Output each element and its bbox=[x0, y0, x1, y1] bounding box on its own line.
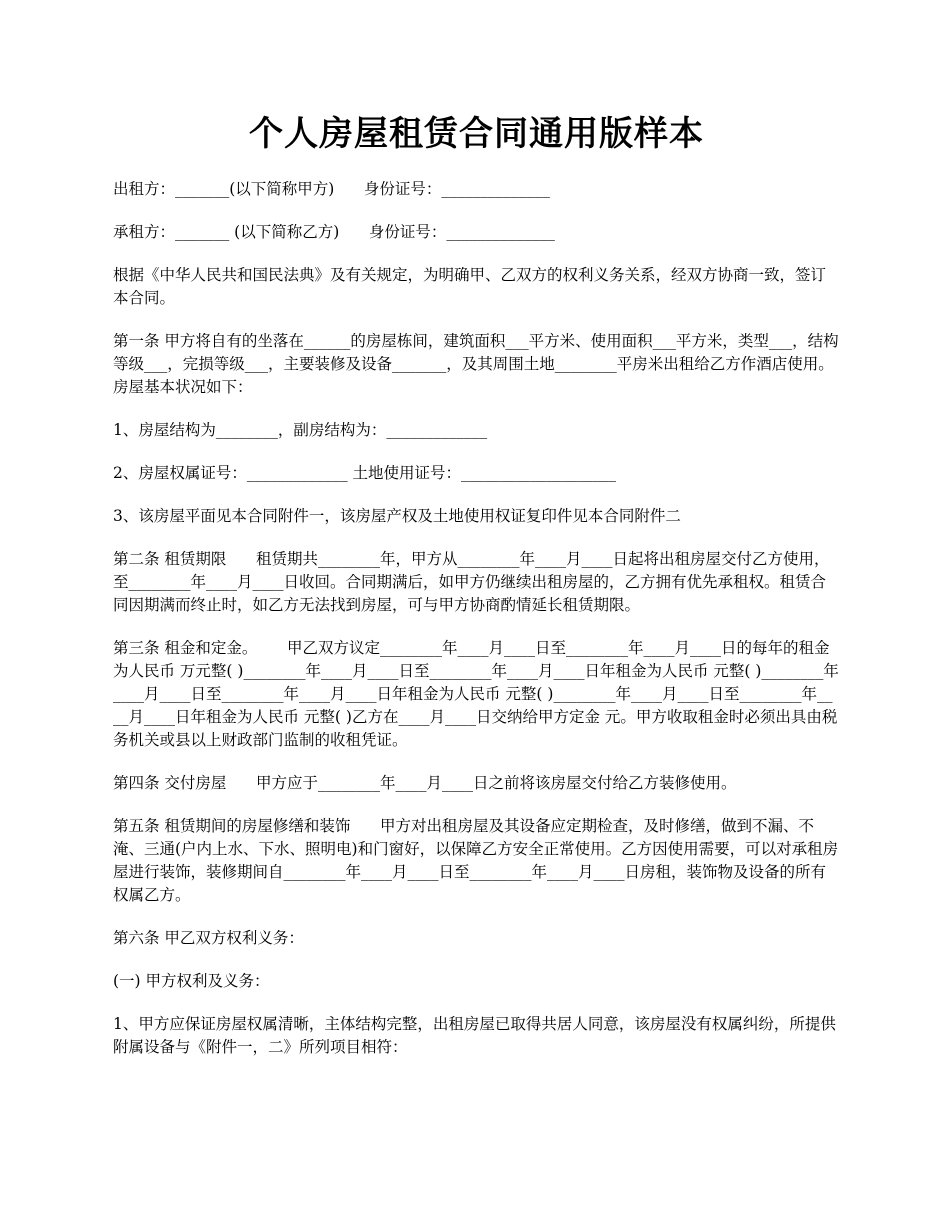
article-2-paragraph: 第二条 租赁期限 租赁期共________年，甲方从________年____月____日起将出租房屋交付乙方使用，至________年____月____日收回。合同期满后，如甲方仍继续出租房屋的，乙方拥有优先承租权。租赁合同因期满而终止时，如乙方无法找到房屋，可与甲方协商酌情延长租赁期限。 bbox=[113, 550, 830, 614]
preamble-paragraph: 根据《中华人民共和国民法典》及有关规定，为明确甲、乙双方的权利义务关系，经双方协商一致，签订本合同。 bbox=[113, 266, 827, 307]
house-structure-item: 1、房屋结构为________，副房结构为：_____________ bbox=[113, 421, 488, 439]
lessor-line: 出租方：_______(以下简称甲方) 身份证号：______________ bbox=[113, 180, 550, 198]
document-page bbox=[113, 108, 840, 1079]
floor-plan-item: 3、该房屋平面见本合同附件一，该房屋产权及土地使用权证复印件见本合同附件二 bbox=[113, 507, 681, 525]
ownership-certificate-item: 2、房屋权属证号：_____________ 土地使用证号：____________________ bbox=[113, 464, 617, 482]
lessor-rights-heading: (一) 甲方权利及义务： bbox=[113, 972, 270, 990]
document-title: 个人房屋租赁合同通用版样本 bbox=[249, 114, 704, 154]
article-3-paragraph: 第三条 租金和定金。 甲乙双方议定________年____月____日至________年____月____日的每年的租金为人民币 万元整( )________年____月____日至________年____月____日年租金为人民币 元整( )________年____月____日至________年____月____日年租金为人民币 元整( )________年____月____日至________年____月____日年租金为人民币 元整( )乙方在____月____日交纳给甲方定金 元。甲方收取租金时必须出具由税务机关或县以上财政部门监制的收租凭证。 bbox=[113, 639, 839, 749]
article-4-paragraph: 第四条 交付房屋 甲方应于________年____月____日之前将该房屋交付给乙方装修使用。 bbox=[113, 774, 737, 792]
lessor-obligation-item-1: 1、甲方应保证房屋权属清晰，主体结构完整，出租房屋已取得共居人同意，该房屋没有权属纠纷，所提供附属设备与《附件一，二》所列项目相符： bbox=[113, 1015, 836, 1056]
article-6-heading: 第六条 甲乙双方权利义务： bbox=[113, 929, 304, 947]
article-5-paragraph: 第五条 租赁期间的房屋修缮和装饰 甲方对出租房屋及其设备应定期检查，及时修缮，做到不漏、不淹、三通(户内上水、下水、照明电)和门窗好，以保障乙方安全正常使用。乙方因使用需要，可以对承租房屋进行装饰，装修期间自________年____月____日至________年____月____日房租，装饰物及设备的所有权属乙方。 bbox=[113, 817, 839, 904]
article-1-paragraph: 第一条 甲方将自有的坐落在______的房屋栋间，建筑面积___平方米、使用面积___平方米，类型___，结构等级___，完损等级___，主要装修及设备_______，及其周围土地________平房米出租给乙方作酒店使用。房屋基本状况如下： bbox=[113, 332, 839, 396]
lessee-line: 承租方：_______ (以下简称乙方) 身份证号：______________ bbox=[113, 223, 555, 241]
